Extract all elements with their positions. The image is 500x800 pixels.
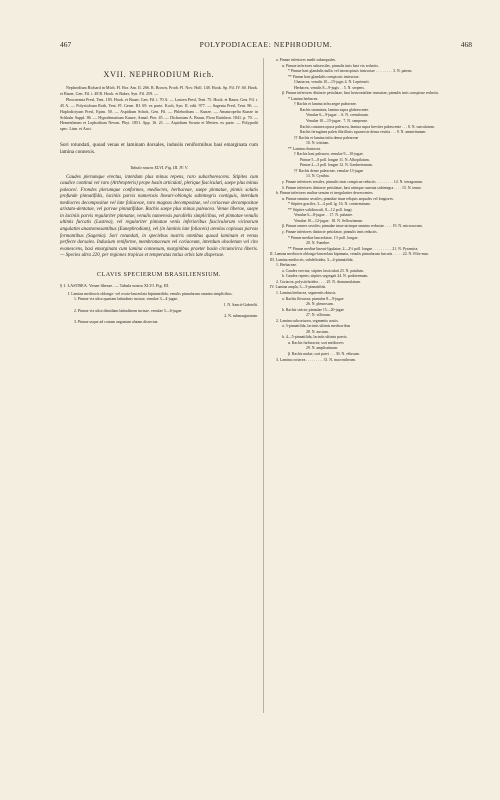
key-line: α. Pinnae omnino sessiles; pinnulae imae reliquis aequales vel longiores. [282,196,394,201]
key-line: β. Pinnae omnes sessiles; pinnulae imae utrinque omnino reductae . . . . 19. N. microsorum. [282,224,423,229]
key-line: III. Lamina mediocris, subdeltoidea, 3—4-pinnatifida. [270,257,354,262]
key-line: α. Rachis furfuracea; sori mediocres [288,340,344,345]
key-line: b. 4—5-pinnatifida, laciniis ultimis parvis. [282,335,348,340]
key-line: ** Pinnae basi glandulis conspicuis instructae. [288,74,360,79]
key-line: ** Pinnae mediae lineari-ligulatae, 2—2½ poll. longae . . . . . . . . . . 21. N. Pyramica. [288,246,419,251]
running-title: POLYPODIACEAE: NEPHRODIUM. [199,40,333,49]
section-heading: § 1. LASTREA. Venae liberae. — Tabula nostra XLVI. Fig. III. [60,282,170,288]
key-line: γ. Pinnae inferiores sessiles, pinnulis imis conspicue reductis . . . . . . . . . 14. N. tetragonum. [282,180,423,185]
key-line: Venulae 6—8-jugae . . 17. N. palustre. [294,213,354,218]
key-line: * Lamina herbacea. [288,96,319,101]
key-line: * Stipites graciles, 3—4 poll. lg. 16. N. conterminum. [288,202,371,207]
key-line: 1. Lamina herbacea, segmentis obtusis. [276,290,337,295]
key-line: 10. N. tristium. [306,141,330,146]
running-header [60,40,472,54]
key-line: α. Pinnae inferiores subsessiles, pinnulis imis basi vix reductis. [282,63,379,68]
right-page-number: 468 [460,40,472,49]
key-line: 3. Lamina coriacea . . . . . . . . . 31. N. macrostheum. [276,357,356,362]
key-line: a. Rachis flexuosa; pinnulae 8—9-jugae [282,296,344,301]
column-divider [263,58,264,713]
key-line: † Rachis et lamina infra aegre paleaceae. [294,102,357,107]
key-line: γ. Pinnae inferiores distincte petiolatae, pinnulis imis reductis. [282,229,378,234]
key-line: Rachis straminea, lamina supra glabrescente. [300,107,370,112]
key-line: IV. Lamina ampla, 3—5-pinnatifida. [270,285,327,290]
key-line: 13. N. Cynthia. [306,174,330,179]
key-line: a. 3-pinnatifida, laciniis ultimis mediocribus [282,324,351,329]
key-line: 2. Lamina subcoriacea, segmentis acutis. [276,318,339,323]
key-line: β. Rachis nudae, sori parvi . . . 30. N. effusum. [288,351,360,356]
right-column [268,58,478,363]
species-name: 2. N. submarginatum. [224,314,258,319]
key-line: a. Pinnae inferiores medii subaequales. [276,58,336,62]
key-entry: 1. Pinnae vix ultra quartam latitudinis incisae, venulae 3—4-jugae. 1. N. Sancti-Gabrielii. [74,297,258,307]
synonymy-paragraph: Pleocnemia Presl, Tent. 183. Hook. et Bauer, Gen. Fil. t. 70 A. — Lastrea Presl, Tent. 75. Hook. et Bauer, Gen. Fil. t. 45 A. — Polystichum Roth, Tent. Fl. Germ. III. 69. ex parte. Koch, Syn. II. edit. 977. — Sagenia Presl, Tent. 86. — Haplodictyum Presl, Epim. 50. — Aspidium Schott, Gen. Fil. — Phlebodium ... Kunze. — Amauropelta Kunze in Schkuhr Suppl. 86. — Hypodematium Kunze, Annal. Pter. 45. — Dichasium A. Braun, Flora Ratisbon. 1841. p. 70. — Hemestheum et Lophodium Newm. Phyt. 1851. App. 16. 21. — Aspidium Swartz et Metten. ex parte. — Polypodii spec. Linn. et Auct. [60,96,258,132]
key-line: δ. Pinnae inferiores distincte petiolatae, basi utrinque cuneata subintegra . . . . 15. N. tenue. [282,185,422,190]
key-line: 20. N. Funebre. [306,241,331,246]
key-line: 29. N. amplissimum. [306,346,339,351]
key-line: †† Rachis dense paleaceae, venulae 13-jugae [294,168,364,173]
key-line: ** Stipites validiusculi, 8—12 poll. longi. [288,207,353,212]
left-page-number: 467 [60,40,72,49]
synonymy [60,85,258,132]
key-line: 27. N. villosum. [306,313,331,318]
key-line: II. Lamina mediocris oblongo-lanceolata bipinnata, venulis pinnularum furcatis . . . . . 22. N. Filix-mas. [270,252,429,257]
key-line: Rachis ferruginea paleis fibrillosis squarrosis densa vestita . . . 9. N. ammetianum. [300,130,427,135]
key-line: †† Rachis et lamina infra dense paleaceae [294,135,359,140]
synonymy-paragraph: Nephrodium Richard in Mich. Fl. Bor. Am. II. 266. R. Brown, Prodr. Fl. Nov. Holl. 148. Hook. Sp. Fil. IV. 60. Hook. et Bauer, Gen. Fil. t. 48 B. Hook. et Baker, Syn. Fil. 259. — [60,85,258,96]
key-entry: I. Lamina mediocris oblongo- vel ovato-lanceolata bipinnatifida, venulis pinnularum omnino simplicibus. [68,291,233,296]
key-line: b. Pinnae inferiores multae sensim et irregulariter decrescentes. [276,191,374,196]
key-line: Pinnae 2—3 poll. longae 12. N. Gardnerianum. [300,163,373,168]
genus-diagnosis: Sori rotundati, quoad venas et laminam dorsales, indusiis reniformibus basi emarginata cum lamina connexis. [60,142,258,156]
key-line: Chartacea, venulis 10—15-jugis 4. N. Leprieurii. [294,80,370,85]
key-line: b. Caudex repens; stipites segregati 24. N. podotremum. [282,274,369,279]
key-line: Venulae 6—9-jugae . . 6. N. crenulosum. [306,113,369,118]
key-line: * Pinnae mediae lanceolatae, 1½ poll. longae. [288,235,359,240]
left-column [60,58,258,325]
key-line: 1. Herbaceae. [276,263,298,268]
species-key-right [268,58,478,363]
key-line: ** Lamina chartacea. [288,146,321,151]
key-line: b. Rachis stricta; pinnulae 15—20-jugae [282,307,345,312]
key-entry: 2. Pinnae vix ultra dimidiam latitudinem incisae, venulae 5—6-jugae 2. N. submarginatum. [74,308,258,319]
key-line: * Pinnae basi glandulis nullis vel inconspicuis instructae . . . . . . . . . 3. N. patens. [288,69,413,74]
species-key-left [60,292,258,326]
key-line: a. Caudex erectus; stipites fasciculati 23. N. patulum. [282,268,364,273]
key-line: 28. N. auctum. [306,329,329,334]
key-line: † Rachis basi paleacea, venulae 9—10-jugae. [294,152,364,157]
key-line: 2. Coriacea, polystichoidea . . . . 25. N. dranunculatum. [276,279,361,284]
key-entry: 3. Pinnae usque ad costam angustam alatam dissectae. [74,319,159,324]
genus-description [60,175,258,260]
key-line: 26. N. pleurosum. [306,302,334,307]
key-title: CLAVIS SPECIERUM BRASILIENSIUM. [96,270,222,278]
key-line: β. Pinnae inferiores distincte petiolatae, basi horizontaliter truncatae, pinnulis imis conspicue reductis. [282,91,440,96]
key-line: Pinnae 5—8 poll. longae 11. N. Albopilatum. [300,157,370,162]
key-line: Herbacea, venulis 8—9-jugis . . 5. N. serpens. [294,85,365,90]
plate-reference: Tabula nostra XLVI. Fig. III. IV. V. [130,164,188,170]
genus-title: XVII. NEPHRODIUM Rich. [103,70,215,79]
key-line: Rachis castanea opaca paleacea, lamina supra breviter pubescente . . . 8. N. saeculatum. [300,124,435,129]
description-paragraph: Caudex plerumque erectus, interdum plus minus repens, raro subarborescens. Stipites cum caudice continui vel raro (Arthropteris) prope basin articulati, plerique fasciculati, saepe plus minus paleacei. Frondes plerumque conformes, mediocres, herbaceae, saepe pinnatae, pinnis solutis profunde pinnatifidis, laciniis parvis numerosis lineari-oblongis subintegris contiguis, interdum mediocres decompositae vel late foliaceae, raro magnas decompositae, vel coriaceae decompositae aristato-dentatae, vel parvae pinnatifidae. Rachis saepe plus minus paleacea. Venae liberae, saepe in laciniis parvis regulariter pinnatae, venulis numerosis parallelis simplicibus, vel pinnatae venulis ultimis furcatis (Lastrea), vel regulariter pinnatae venis inferioribus fasciculorum vicinorum angulatim anastomosantibus (Eunephrodium), vel (in laminis late foliaceis) areolas copiosas parvas formantibus (Sagenia). Sori rotundati, in speciebus nostris omnibus quoad laminam et venas perfecte dorsales. Indusium reniforme, membranaceum vel coriaceum, interdum obsoletum vel cito evanescens, basi emarginata cum lamina connexum, marginibus praeter basin circumcirca liberis. — Species ultra 220, per regiones tropicas et temperatas totius orbis late dispersae. [60,174,258,259]
species-name: 1. N. Sancti-Gabrielii. [223,302,258,307]
key-line: Venulae 10—15-jugae . 7. N. campense. [306,119,369,124]
key-line: Venulae 10—12-jugae . 18. N. Sellowianum. [294,218,364,223]
